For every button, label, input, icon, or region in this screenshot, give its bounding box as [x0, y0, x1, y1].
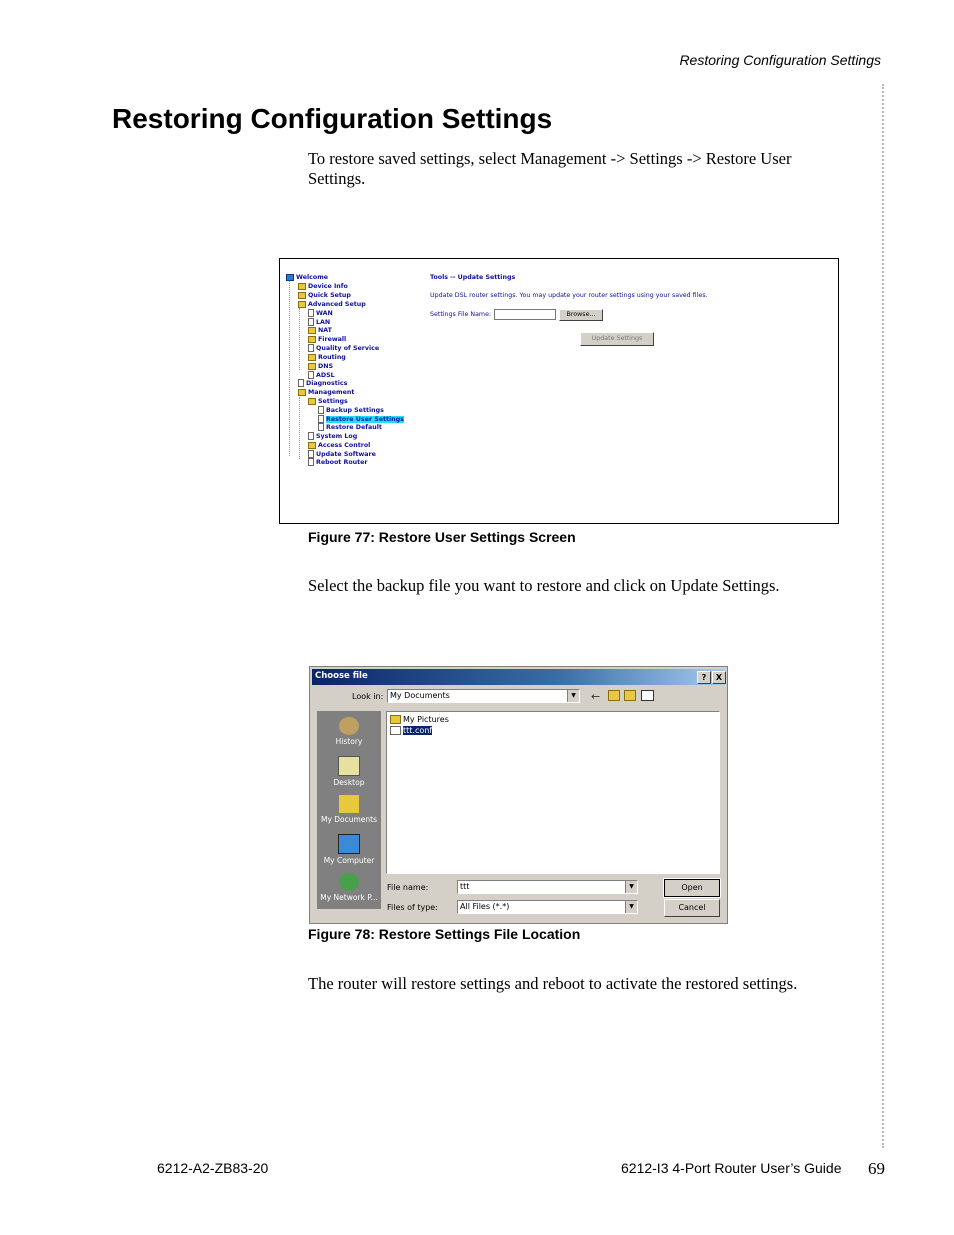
tree-item-access-control[interactable]: Access Control — [308, 441, 370, 450]
restore-user-settings-screenshot — [279, 258, 839, 524]
my-documents-icon — [339, 795, 359, 813]
folder-icon — [308, 336, 316, 343]
up-folder-icon[interactable] — [608, 690, 620, 701]
margin-rule — [882, 84, 886, 1148]
dropdown-arrow-icon[interactable]: ▼ — [567, 690, 579, 702]
folder-icon — [298, 292, 306, 299]
page-icon — [308, 450, 314, 458]
folder-open-icon — [298, 301, 306, 308]
dropdown-arrow-icon[interactable]: ▼ — [625, 901, 637, 913]
page-icon — [318, 406, 324, 414]
footer-doc-number: 6212-A2-ZB83-20 — [157, 1160, 269, 1176]
place-my-computer[interactable]: My Computer — [317, 834, 381, 865]
select-paragraph: Select the backup file you want to restore and click on Update Settings. — [308, 576, 780, 595]
tree-item-reboot-router[interactable]: Reboot Router — [308, 458, 368, 467]
tree-item-routing[interactable]: Routing — [308, 353, 346, 362]
places-bar — [317, 711, 381, 909]
network-globe-icon — [339, 873, 359, 891]
tree-item-wan[interactable]: WAN — [308, 309, 333, 318]
place-history[interactable]: History — [317, 717, 381, 746]
folder-icon — [298, 283, 306, 290]
file-icon — [390, 726, 401, 735]
place-my-documents[interactable]: My Documents — [317, 795, 381, 824]
tree-item-quick-setup[interactable]: Quick Setup — [298, 291, 351, 300]
tree-item-adsl[interactable]: ADSL — [308, 371, 335, 380]
tree-item-management[interactable]: Management — [298, 388, 354, 397]
tree-connector — [289, 281, 290, 456]
tree-item-restore-user-settings[interactable]: Restore User Settings — [318, 415, 404, 424]
file-type-select[interactable]: All Files (*.*) ▼ — [457, 900, 638, 914]
file-name-input[interactable]: ttt ▼ — [457, 880, 638, 894]
dialog-title: Choose file — [315, 671, 368, 681]
tree-item-system-log[interactable]: System Log — [308, 432, 357, 441]
my-computer-icon — [338, 834, 360, 854]
page-icon — [308, 458, 314, 466]
browse-button[interactable]: Browse... — [559, 309, 603, 321]
tree-item-quality-of-service[interactable]: Quality of Service — [308, 344, 379, 353]
page-icon — [298, 379, 304, 387]
place-my-network[interactable]: My Network P... — [317, 873, 381, 902]
computer-icon — [286, 274, 294, 281]
running-header: Restoring Configuration Settings — [679, 52, 881, 68]
page-icon — [308, 344, 314, 352]
list-item-my-pictures[interactable]: My Pictures — [390, 715, 449, 724]
tree-connector — [299, 397, 300, 459]
panel-description: Update DSL router settings. You may update your router settings using your saved files. — [430, 292, 708, 299]
view-menu-icon[interactable] — [641, 690, 654, 701]
folder-icon — [308, 442, 316, 449]
folder-icon — [308, 363, 316, 370]
cancel-button[interactable]: Cancel — [664, 899, 720, 917]
list-item-ttt-conf[interactable]: ttt.conf — [390, 726, 432, 735]
look-in-label: Look in: — [352, 692, 384, 701]
close-button[interactable]: X — [712, 671, 726, 684]
back-icon[interactable]: ← — [591, 690, 601, 703]
folder-open-icon — [298, 389, 306, 396]
history-icon — [339, 717, 359, 735]
folder-icon — [308, 327, 316, 334]
page-icon — [318, 423, 324, 431]
page-icon — [318, 415, 324, 423]
tree-item-diagnostics[interactable]: Diagnostics — [298, 379, 347, 388]
file-list — [386, 711, 720, 874]
tree-item-update-software[interactable]: Update Software — [308, 450, 376, 459]
settings-file-label: Settings File Name: — [430, 311, 492, 318]
dropdown-arrow-icon[interactable]: ▼ — [625, 881, 637, 893]
final-paragraph: The router will restore settings and reboot to activate the restored settings. — [308, 974, 798, 993]
help-button[interactable]: ? — [697, 671, 711, 684]
page-icon — [308, 309, 314, 317]
folder-open-icon — [308, 398, 316, 405]
file-type-label: Files of type: — [387, 903, 438, 912]
tree-connector — [299, 308, 300, 370]
tree-item-dns[interactable]: DNS — [308, 362, 333, 371]
tree-item-welcome[interactable]: Welcome — [286, 273, 328, 282]
tree-item-backup-settings[interactable]: Backup Settings — [318, 406, 384, 415]
choose-file-dialog — [309, 666, 728, 924]
file-name-label: File name: — [387, 883, 429, 892]
open-button[interactable]: Open — [664, 879, 720, 897]
page-title: Restoring Configuration Settings — [112, 103, 553, 134]
place-desktop[interactable]: Desktop — [317, 756, 381, 787]
folder-icon — [390, 715, 401, 724]
tree-item-restore-default[interactable]: Restore Default — [318, 423, 382, 432]
tree-item-device-info[interactable]: Device Info — [298, 282, 348, 291]
settings-file-input[interactable] — [494, 309, 556, 320]
footer-guide-title: 6212-I3 4-Port Router User’s Guide — [621, 1160, 842, 1176]
folder-icon — [308, 354, 316, 361]
desktop-icon — [338, 756, 360, 776]
figure78-caption: Figure 78: Restore Settings File Location — [308, 926, 581, 942]
update-settings-button[interactable]: Update Settings — [580, 332, 654, 346]
tree-item-settings[interactable]: Settings — [308, 397, 348, 406]
look-in-select[interactable] — [387, 689, 580, 703]
page-icon — [308, 432, 314, 440]
tree-item-advanced-setup[interactable]: Advanced Setup — [298, 300, 366, 309]
figure77-caption: Figure 77: Restore User Settings Screen — [308, 529, 576, 545]
intro-paragraph: To restore saved settings, select Management -> Settings -> Restore User Settings. — [308, 149, 792, 188]
page-icon — [308, 371, 314, 379]
look-in-value: My Documents — [390, 691, 450, 700]
page-icon — [308, 318, 314, 326]
panel-heading: Tools -- Update Settings — [430, 274, 516, 281]
tree-item-firewall[interactable]: Firewall — [308, 335, 346, 344]
page-number: 69 — [868, 1159, 885, 1178]
tree-item-nat[interactable]: NAT — [308, 326, 332, 335]
tree-item-lan[interactable]: LAN — [308, 318, 330, 327]
new-folder-icon[interactable] — [624, 690, 636, 701]
dialog-titlebar — [312, 669, 725, 685]
